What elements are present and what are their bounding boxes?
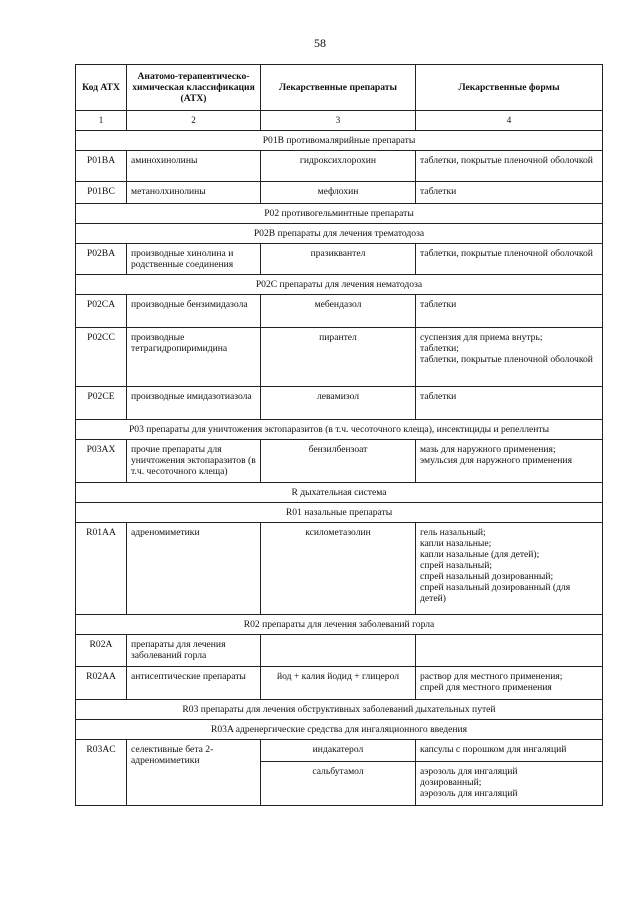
dosage-form: таблетки, покрытые пленочной оболочкой <box>416 244 603 275</box>
header-forms: Лекарственные формы <box>416 65 603 111</box>
atc-code: P01BA <box>76 151 127 182</box>
drug-name: ксилометазолин <box>261 523 416 615</box>
section-row <box>76 720 603 740</box>
dosage-form: аэрозоль для ингаляций дозированный; аэрозоль для ингаляций <box>416 762 603 806</box>
section-title: P03 препараты для уничтожения эктопаразитов (в т.ч. чесоточного клеща), инсектициды и репелленты <box>76 420 603 440</box>
drug-name: сальбутамол <box>261 762 416 806</box>
column-numbers-row <box>76 111 603 131</box>
dosage-form: гель назальный; капли назальные; капли назальные (для детей); спрей назальный; спрей назальный дозированный; спрей назальный дозированный (для детей) <box>416 523 603 615</box>
atc-code: R02AA <box>76 667 127 700</box>
section-title: P02B препараты для лечения трематодоза <box>76 224 603 244</box>
atc-classification: препараты для лечения заболеваний горла <box>127 635 261 667</box>
header-code: Код ATX <box>76 65 127 111</box>
column-number: 4 <box>416 111 603 131</box>
table-row <box>76 244 603 275</box>
table-row <box>76 667 603 700</box>
atc-code: R02A <box>76 635 127 667</box>
atc-code: P02CC <box>76 328 127 387</box>
section-row <box>76 204 603 224</box>
table-row <box>76 328 603 387</box>
section-row <box>76 420 603 440</box>
drug-name: мефлохин <box>261 182 416 204</box>
section-row <box>76 224 603 244</box>
drug-name: гидроксихлорохин <box>261 151 416 182</box>
atc-code: P03AX <box>76 440 127 483</box>
page-number: 58 <box>314 36 326 50</box>
column-number: 1 <box>76 111 127 131</box>
table-row <box>76 387 603 420</box>
table-row <box>76 523 603 615</box>
dosage-form: раствор для местного применения; спрей для местного применения <box>416 667 603 700</box>
drug-name: мебендазол <box>261 295 416 328</box>
section-row <box>76 503 603 523</box>
atc-classification: производные бензимидазола <box>127 295 261 328</box>
drug-name: левамизол <box>261 387 416 420</box>
drug-table <box>75 64 603 806</box>
dosage-form: таблетки <box>416 182 603 204</box>
header-classification: Анатомо-терапевтическо-химическая классификация (ATX) <box>127 65 261 111</box>
dosage-form: таблетки <box>416 295 603 328</box>
atc-code: R03AC <box>76 740 127 806</box>
dosage-form: таблетки <box>416 387 603 420</box>
atc-classification: производные хинолина и родственные соединения <box>127 244 261 275</box>
dosage-form: суспензия для приема внутрь; таблетки; таблетки, покрытые пленочной оболочкой <box>416 328 603 387</box>
drug-name: бензилбензоат <box>261 440 416 483</box>
section-title: P02 противогельминтные препараты <box>76 204 603 224</box>
atc-code: P02CA <box>76 295 127 328</box>
table-row <box>76 295 603 328</box>
table-row <box>76 182 603 204</box>
drug-name: йод + калия йодид + глицерол <box>261 667 416 700</box>
header-drugs: Лекарственные препараты <box>261 65 416 111</box>
atc-classification: аминохинолины <box>127 151 261 182</box>
section-row <box>76 700 603 720</box>
dosage-form: таблетки, покрытые пленочной оболочкой <box>416 151 603 182</box>
section-title: R дыхательная система <box>76 483 603 503</box>
column-number: 2 <box>127 111 261 131</box>
drug-name: индакатерол <box>261 740 416 762</box>
dosage-form: мазь для наружного применения; эмульсия для наружного применения <box>416 440 603 483</box>
column-number: 3 <box>261 111 416 131</box>
dosage-form: капсулы с порошком для ингаляций <box>416 740 603 762</box>
atc-code: R01AA <box>76 523 127 615</box>
section-title: R03 препараты для лечения обструктивных заболеваний дыхательных путей <box>76 700 603 720</box>
atc-classification: производные тетрагидропиримидина <box>127 328 261 387</box>
drug-name <box>261 635 416 667</box>
section-row <box>76 483 603 503</box>
atc-code: P02BA <box>76 244 127 275</box>
drug-name: пирантел <box>261 328 416 387</box>
dosage-form <box>416 635 603 667</box>
table-row <box>76 740 603 762</box>
atc-classification: производные имидазотиазола <box>127 387 261 420</box>
atc-classification: селективные бета 2-адреномиметики <box>127 740 261 806</box>
atc-classification: прочие препараты для уничтожения эктопаразитов (в т.ч. чесоточного клеща) <box>127 440 261 483</box>
section-title: R03A адренергические средства для ингаляционного введения <box>76 720 603 740</box>
section-row <box>76 615 603 635</box>
atc-classification: метанолхинолины <box>127 182 261 204</box>
atc-classification: антисептические препараты <box>127 667 261 700</box>
section-title: R01 назальные препараты <box>76 503 603 523</box>
section-row <box>76 131 603 151</box>
section-row <box>76 275 603 295</box>
table-row <box>76 440 603 483</box>
section-title: R02 препараты для лечения заболеваний горла <box>76 615 603 635</box>
section-title: P02C препараты для лечения нематодоза <box>76 275 603 295</box>
table-header-row <box>76 65 603 111</box>
atc-classification: адреномиметики <box>127 523 261 615</box>
section-title: P01B противомалярийные препараты <box>76 131 603 151</box>
table-row <box>76 635 603 667</box>
drug-name: празиквантел <box>261 244 416 275</box>
atc-code: P02CE <box>76 387 127 420</box>
atc-code: P01BC <box>76 182 127 204</box>
table-row <box>76 151 603 182</box>
